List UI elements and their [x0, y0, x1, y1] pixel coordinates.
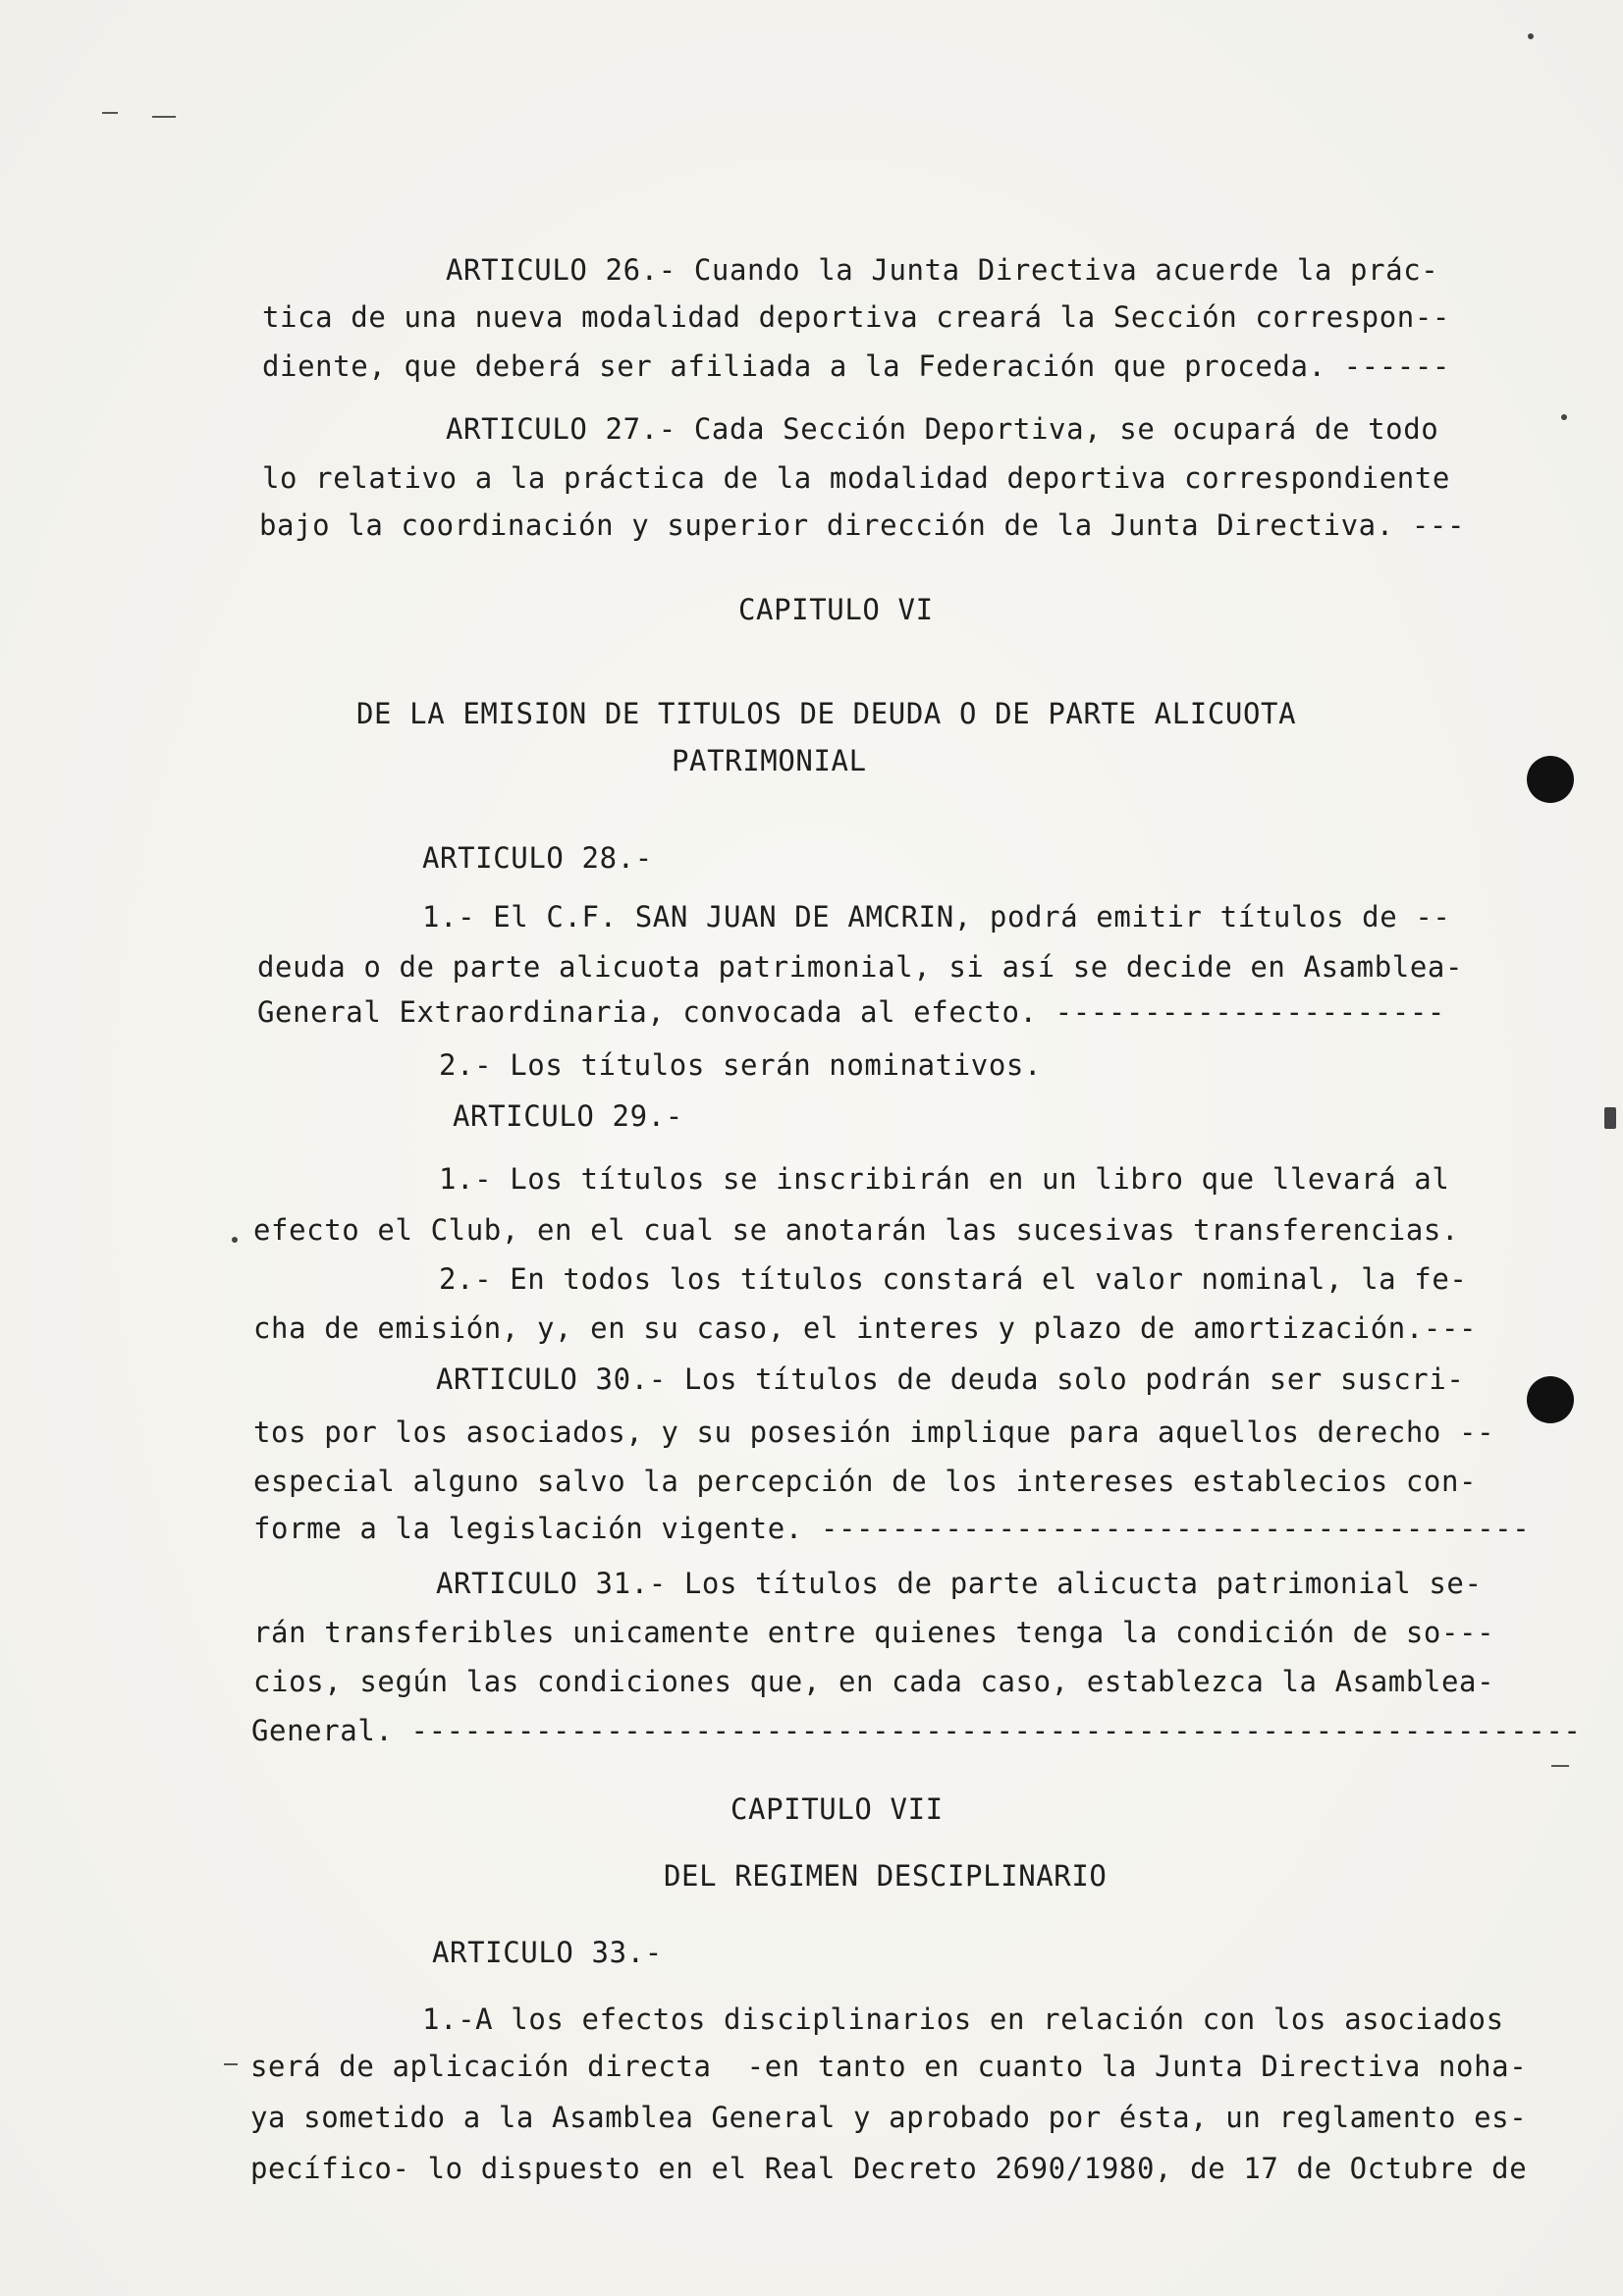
art29-line2: efecto el Club, en el cual se anotarán las sucesivas transferencias.: [253, 1213, 1460, 1247]
art28-line3: General Extraordinaria, convocada al efecto. ----------------------: [257, 995, 1445, 1029]
art31-line4: General. ------------------------------------------------------------------: [251, 1714, 1582, 1747]
art30-line2: tos por los asociados, y su posesión implique para aquellos derecho --: [253, 1415, 1495, 1449]
art33-line3: ya sometido a la Asamblea General y aprobado por ésta, un reglamento es-: [250, 2101, 1528, 2134]
art30-line4: forme a la legislación vigente. ----------------------------------------: [253, 1512, 1531, 1545]
art33-line2: será de aplicación directa -en tanto en cuanto la Junta Directiva noha-: [250, 2050, 1528, 2083]
art27-line2: lo relativo a la práctica de la modalidad deportiva correspondiente: [262, 461, 1450, 495]
scan-speck: [1604, 1107, 1616, 1129]
art26-line3: diente, que deberá ser afiliada a la Federación que proceda. ------: [262, 349, 1450, 383]
art33-line1: 1.-A los efectos disciplinarios en relación con los asociados: [422, 2002, 1504, 2036]
chapter6-subtitle-line2: PATRIMONIAL: [672, 744, 867, 777]
art31-line2: rán transferibles unicamente entre quienes tenga la condición de so---: [253, 1616, 1495, 1649]
art31-line3: cios, según las condiciones que, en cada caso, establezca la Asamblea-: [253, 1665, 1495, 1698]
art30-line1: ARTICULO 30.- Los títulos de deuda solo podrán ser suscri-: [436, 1362, 1465, 1396]
art26-line1: ARTICULO 26.- Cuando la Junta Directiva acuerde la prác-: [446, 253, 1439, 287]
art33-heading: ARTICULO 33.-: [432, 1936, 663, 1969]
scan-speck: [1561, 414, 1567, 420]
scan-mark: [102, 112, 118, 114]
scan-speck: [232, 1237, 238, 1243]
chapter6-subtitle-line1: DE LA EMISION DE TITULOS DE DEUDA O DE PARTE ALICUOTA: [356, 697, 1297, 730]
art29-heading: ARTICULO 29.-: [453, 1099, 683, 1133]
punch-hole-bottom: [1527, 1376, 1574, 1423]
art29-line4: cha de emisión, y, en su caso, el interes y plazo de amortización.---: [253, 1311, 1478, 1345]
art28-line2: deuda o de parte alicuota patrimonial, si así se decide en Asamblea-: [257, 950, 1464, 984]
chapter6-title: CAPITULO VI: [738, 593, 934, 626]
art28-line1: 1.- El C.F. SAN JUAN DE AMCRIN, podrá emitir títulos de --: [422, 900, 1451, 934]
art28-line4: 2.- Los títulos serán nominativos.: [439, 1048, 1043, 1082]
art26-line2: tica de una nueva modalidad deportiva creará la Sección correspon--: [262, 300, 1450, 334]
art27-line3: bajo la coordinación y superior dirección de la Junta Directiva. ---: [259, 508, 1466, 542]
art29-line1: 1.- Los títulos se inscribirán en un libro que llevará al: [439, 1162, 1450, 1196]
art29-line3: 2.- En todos los títulos constará el valor nominal, la fe-: [439, 1262, 1468, 1296]
art33-line4: pecífico- lo dispuesto en el Real Decreto 2690/1980, de 17 de Octubre de: [250, 2152, 1528, 2185]
scan-mark: [152, 116, 176, 118]
chapter7-title: CAPITULO VII: [730, 1792, 944, 1826]
art30-line3: especial alguno salvo la percepción de los intereses establecios con-: [253, 1465, 1478, 1498]
art28-heading: ARTICULO 28.-: [422, 841, 653, 875]
punch-hole-top: [1527, 756, 1574, 803]
art31-line1: ARTICULO 31.- Los títulos de parte alicucta patrimonial se-: [436, 1567, 1483, 1600]
scan-mark: [224, 2063, 238, 2065]
art27-line1: ARTICULO 27.- Cada Sección Deportiva, se ocupará de todo: [446, 412, 1439, 446]
chapter7-subtitle: DEL REGIMEN DESCIPLINARIO: [664, 1859, 1108, 1893]
scan-mark: [1551, 1765, 1569, 1767]
scan-speck: [1528, 33, 1534, 39]
